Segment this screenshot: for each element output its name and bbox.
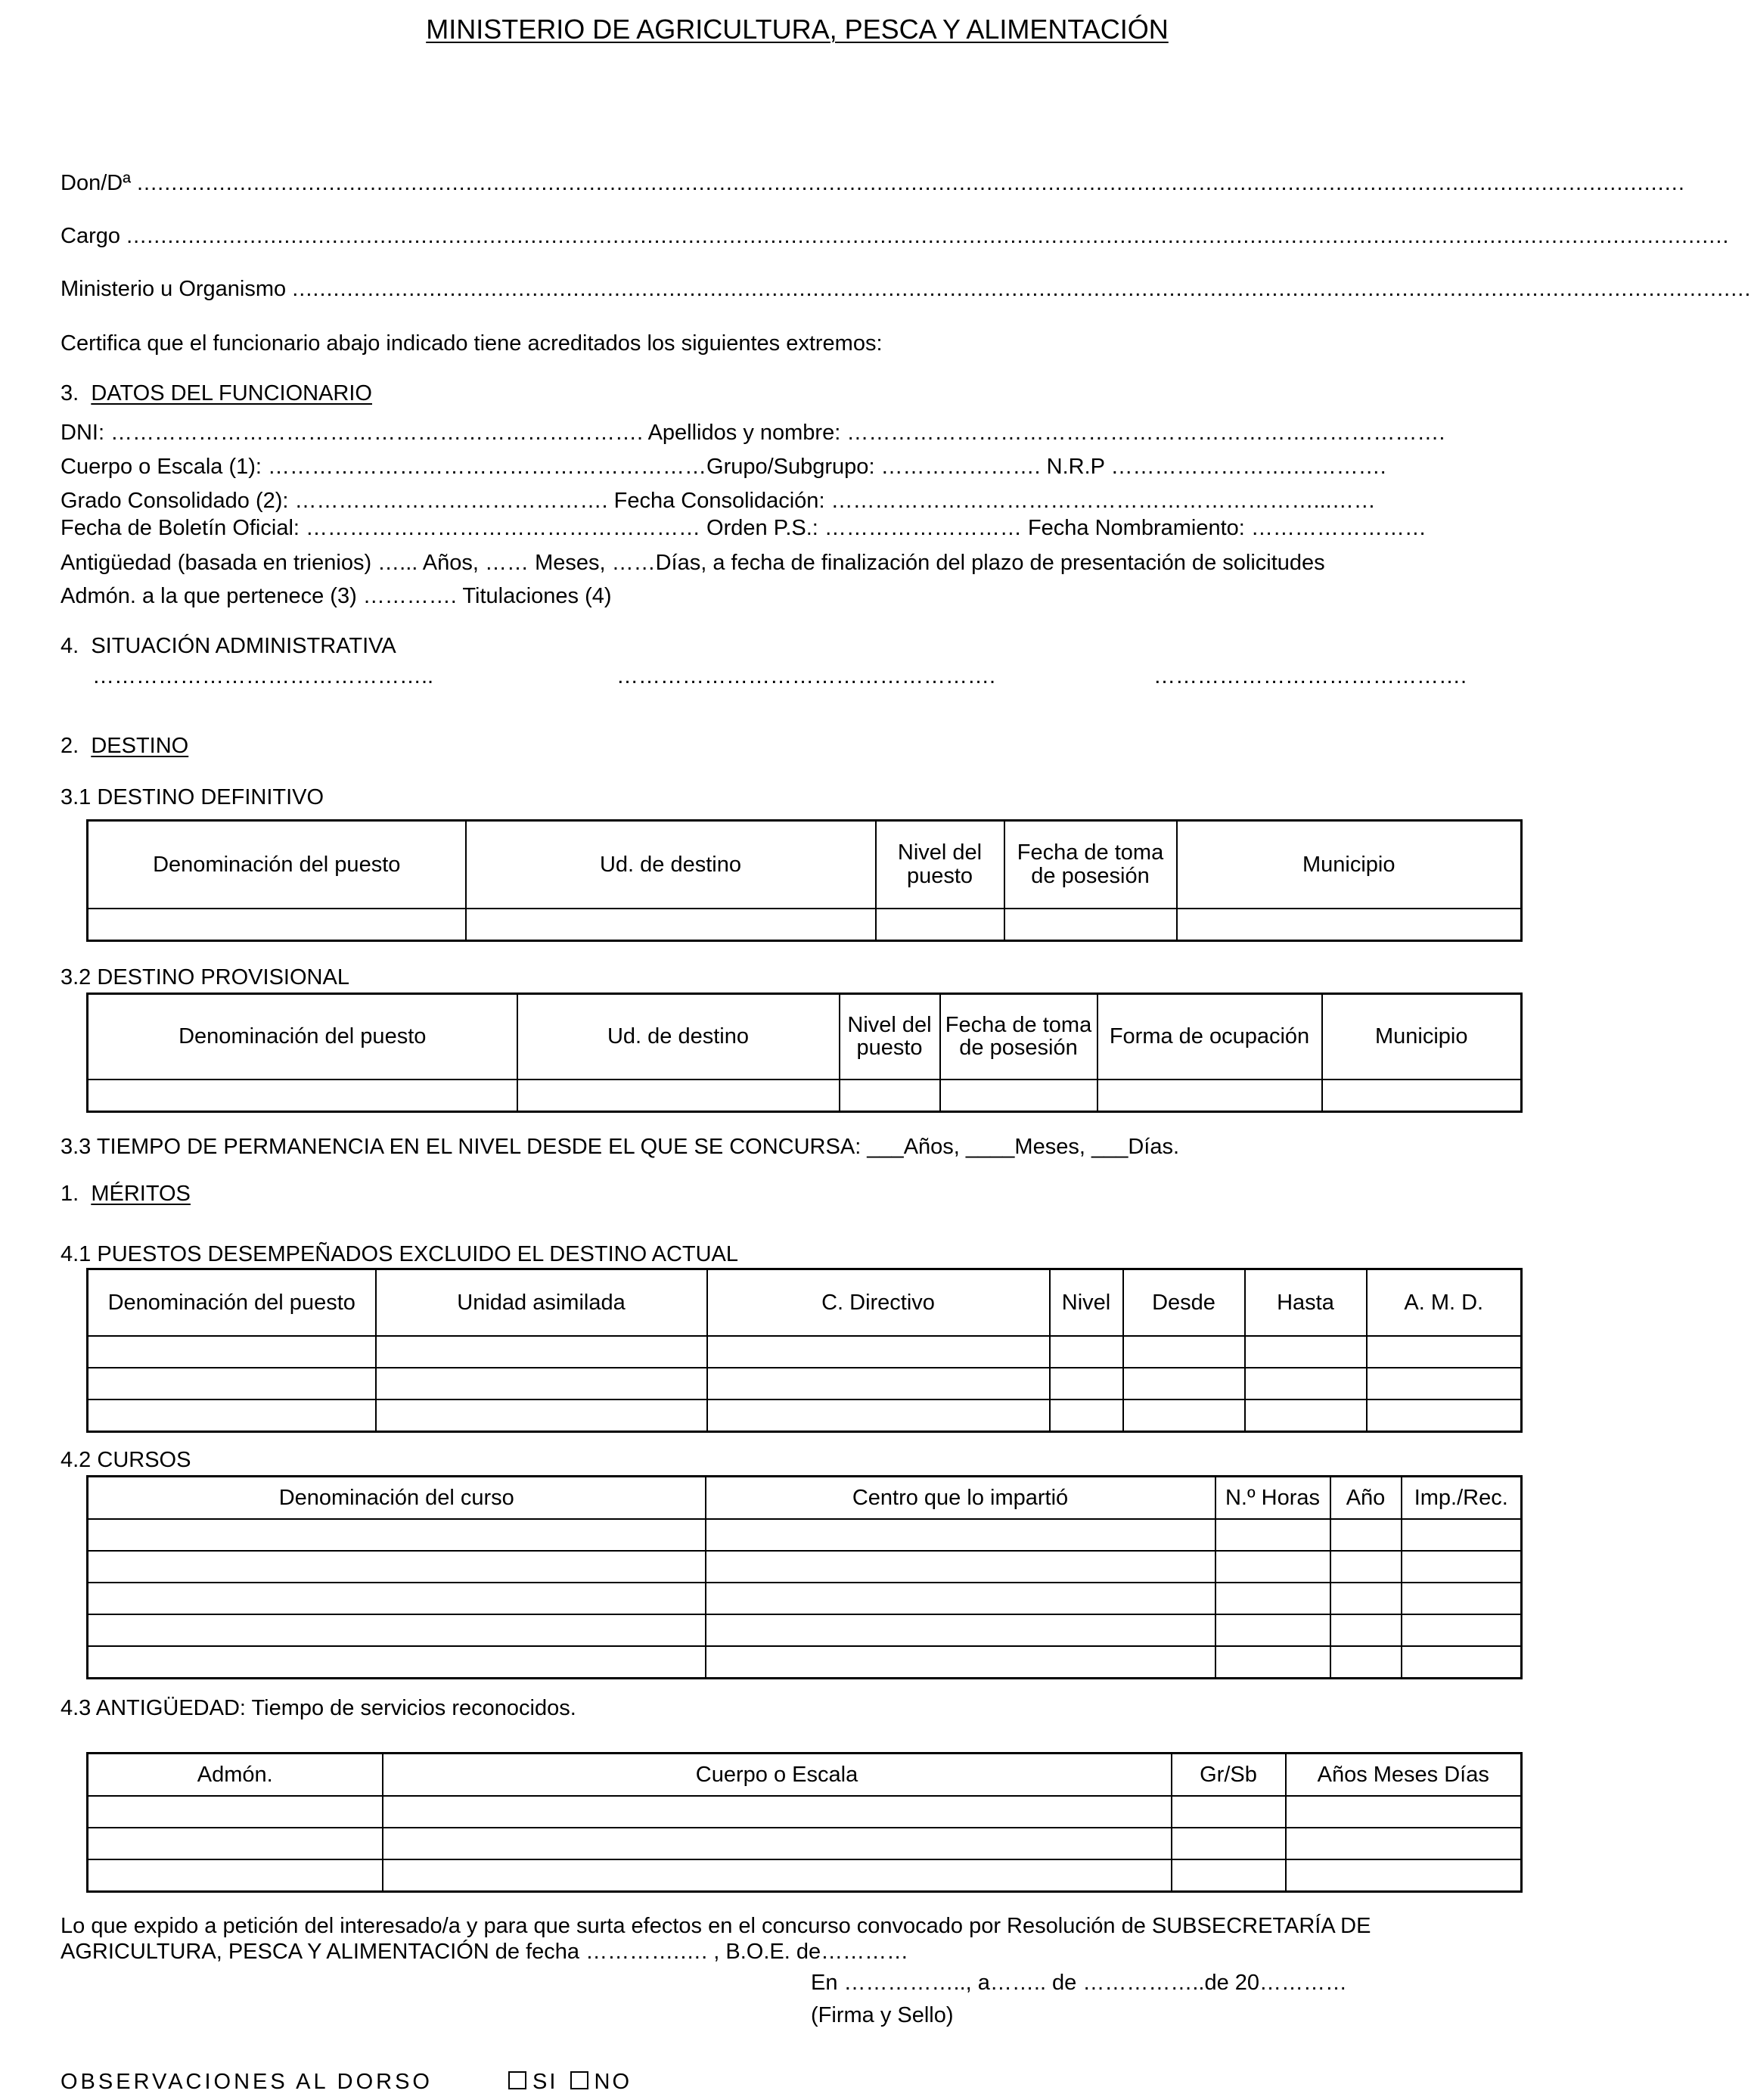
table-cell[interactable] <box>1286 1796 1522 1828</box>
table-header-row <box>88 1754 1522 1796</box>
cargo-dots: .......................................................................................................................................................................................................................................... <box>126 224 1730 248</box>
place-date-line: En …………….., a…….. de ……………..de 20………… <box>811 1971 1348 1995</box>
table-cell[interactable] <box>517 1080 840 1112</box>
table-cell[interactable] <box>88 1368 376 1399</box>
situacion-blank-1: ……………………………………….. <box>92 664 434 688</box>
datos-line-admon: Admón. a la que pertenece (3) …………. Titulaciones (4) <box>61 584 612 608</box>
datos-line-grado: Grado Consolidado (2): ……………………………………. Fecha Consolidación: …………………………………………………………...…… <box>61 489 1376 513</box>
table-cell[interactable] <box>383 1828 1172 1859</box>
table-row <box>88 1551 1522 1583</box>
table-cell[interactable] <box>88 1796 383 1828</box>
column-header: N.º Horas <box>1215 1477 1330 1519</box>
column-header: Gr/Sb <box>1172 1754 1286 1796</box>
table-cell[interactable] <box>1172 1796 1286 1828</box>
table-cell[interactable] <box>1367 1336 1522 1368</box>
table-cell[interactable] <box>1172 1828 1286 1859</box>
ministerio-label: Ministerio u Organismo <box>61 277 287 301</box>
no-label: NO <box>594 2070 632 2094</box>
table-cell[interactable] <box>88 1551 706 1583</box>
column-header: Cuerpo o Escala <box>383 1754 1172 1796</box>
table-row <box>88 1583 1522 1614</box>
table-row <box>88 1646 1522 1679</box>
column-header: Forma de ocupación <box>1097 994 1322 1080</box>
observaciones-options <box>508 2070 632 2095</box>
table-cell[interactable] <box>88 1646 706 1679</box>
column-header: Año <box>1330 1477 1402 1519</box>
table-cell[interactable] <box>1245 1336 1367 1368</box>
table-cell[interactable] <box>1123 1368 1245 1399</box>
table-cell[interactable] <box>1123 1336 1245 1368</box>
column-header: Admón. <box>88 1754 383 1796</box>
table-cell[interactable] <box>88 909 466 941</box>
destino-number: 2. <box>61 734 79 758</box>
destino-definitivo-table <box>86 819 1523 942</box>
column-header: Nivel <box>1050 1269 1123 1336</box>
table-cell[interactable] <box>1322 1080 1522 1112</box>
table-cell[interactable] <box>376 1368 707 1399</box>
table-cell[interactable] <box>1215 1583 1330 1614</box>
column-header: Ud. de destino <box>466 821 876 909</box>
situacion-blank-2: ……………………………………………. <box>616 664 996 688</box>
table-cell[interactable] <box>1172 1859 1286 1892</box>
table-cell[interactable] <box>706 1519 1215 1551</box>
table-cell[interactable] <box>1097 1080 1322 1112</box>
don-label: Don/Dª <box>61 171 131 195</box>
table-row <box>88 1859 1522 1892</box>
table-header-row <box>88 994 1522 1080</box>
table-cell[interactable] <box>376 1399 707 1432</box>
table-cell[interactable] <box>940 1080 1097 1112</box>
table-cell[interactable] <box>706 1646 1215 1679</box>
table-cell[interactable] <box>1286 1859 1522 1892</box>
table-cell[interactable] <box>466 909 876 941</box>
footer-statement-line-1: Lo que expido a petición del interesado/a y para que surta efectos en el concurso convocado por Resolución de SUBSECRETARÍA DE <box>61 1914 1371 1938</box>
si-label: SI <box>532 2070 558 2094</box>
table-header-row <box>88 1269 1522 1336</box>
column-header: Denominación del puesto <box>88 1269 376 1336</box>
datos-line-boletin: Fecha de Boletín Oficial: ……………………………………………… Orden P.S.: ……………………… Fecha Nombramiento: …………………… <box>61 516 1427 540</box>
column-header: Centro que lo impartió <box>706 1477 1215 1519</box>
table-cell[interactable] <box>1050 1368 1123 1399</box>
datos-line-antiguedad: Antigüedad (basada en trienios) …... Años, …… Meses, ……Días, a fecha de finalización del plazo de presentación de solicitudes <box>61 551 1325 575</box>
table-cell[interactable] <box>1330 1583 1402 1614</box>
table-row <box>88 1368 1522 1399</box>
column-header: Denominación del puesto <box>88 994 517 1080</box>
column-header: Hasta <box>1245 1269 1367 1336</box>
table-cell[interactable] <box>1215 1646 1330 1679</box>
column-header: A. M. D. <box>1367 1269 1522 1336</box>
table-cell[interactable] <box>383 1859 1172 1892</box>
si-checkbox[interactable] <box>508 2071 526 2089</box>
table-row <box>88 1519 1522 1551</box>
destino-provisional-heading: 3.2 DESTINO PROVISIONAL <box>61 965 349 989</box>
destino-definitivo-heading: 3.1 DESTINO DEFINITIVO <box>61 785 324 809</box>
destino-heading <box>61 734 188 759</box>
column-header: Denominación del puesto <box>88 821 466 909</box>
table-cell[interactable] <box>1215 1551 1330 1583</box>
table-cell[interactable] <box>88 1828 383 1859</box>
don-dots: .................................................................................................................................................................................................................................. <box>137 171 1685 195</box>
column-header: Municipio <box>1322 994 1522 1080</box>
table-cell[interactable] <box>376 1336 707 1368</box>
destino-heading-text: DESTINO <box>91 734 189 758</box>
column-header: Ud. de destino <box>517 994 840 1080</box>
table-row <box>88 1828 1522 1859</box>
table-cell[interactable] <box>1402 1519 1522 1551</box>
table-header-row <box>88 821 1522 909</box>
table-header-row <box>88 1477 1522 1519</box>
puestos-heading: 4.1 PUESTOS DESEMPEÑADOS EXCLUIDO EL DESTINO ACTUAL <box>61 1242 739 1266</box>
footer-statement-line-2: AGRICULTURA, PESCA Y ALIMENTACIÓN de fecha ………….…. , B.O.E. de………… <box>61 1940 909 1964</box>
table-cell[interactable] <box>1330 1646 1402 1679</box>
situacion-number: 4. <box>61 634 79 658</box>
meritos-heading <box>61 1182 191 1207</box>
puestos-table <box>86 1268 1523 1433</box>
page-title: MINISTERIO DE AGRICULTURA, PESCA Y ALIMENTACIÓN <box>426 14 1169 45</box>
column-header: Fecha de toma de posesión <box>940 994 1097 1080</box>
table-cell[interactable] <box>876 909 1004 941</box>
ministerio-field <box>61 277 1751 302</box>
table-cell[interactable] <box>707 1399 1050 1432</box>
table-cell[interactable] <box>1050 1336 1123 1368</box>
table-cell[interactable] <box>1330 1614 1402 1646</box>
table-cell[interactable] <box>1215 1614 1330 1646</box>
signature-label: (Firma y Sello) <box>811 2003 954 2027</box>
column-header: Unidad asimilada <box>376 1269 707 1336</box>
table-cell[interactable] <box>1123 1399 1245 1432</box>
table-row <box>88 1399 1522 1432</box>
column-header: C. Directivo <box>707 1269 1050 1336</box>
table-row <box>88 1336 1522 1368</box>
table-cell[interactable] <box>1402 1583 1522 1614</box>
table-cell[interactable] <box>88 1614 706 1646</box>
table-cell[interactable] <box>1286 1828 1522 1859</box>
column-header: Imp./Rec. <box>1402 1477 1522 1519</box>
situacion-heading-text: SITUACIÓN ADMINISTRATIVA <box>91 634 396 658</box>
table-cell[interactable] <box>840 1080 940 1112</box>
table-cell[interactable] <box>706 1551 1215 1583</box>
no-checkbox[interactable] <box>570 2071 588 2089</box>
situacion-heading <box>61 634 396 659</box>
datos-line-dni: DNI: ………………………………………………………………. Apellidos y nombre: ………………………………………………………………………. <box>61 421 1445 445</box>
table-cell[interactable] <box>1245 1399 1367 1432</box>
table-cell[interactable] <box>1215 1519 1330 1551</box>
cursos-heading: 4.2 CURSOS <box>61 1448 191 1472</box>
datos-heading <box>61 381 372 406</box>
antiguedad-heading: 4.3 ANTIGÜEDAD: Tiempo de servicios reconocidos. <box>61 1696 576 1720</box>
certifica-text: Certifica que el funcionario abajo indicado tiene acreditados los siguientes extremos: <box>61 331 883 356</box>
table-cell[interactable] <box>1402 1614 1522 1646</box>
cargo-label: Cargo <box>61 224 120 248</box>
table-cell[interactable] <box>88 1519 706 1551</box>
table-cell[interactable] <box>706 1583 1215 1614</box>
don-field <box>61 171 1685 196</box>
column-header: Años Meses Días <box>1286 1754 1522 1796</box>
table-cell[interactable] <box>88 1336 376 1368</box>
datos-heading-text: DATOS DEL FUNCIONARIO <box>91 381 372 405</box>
table-cell[interactable] <box>88 1080 517 1112</box>
cursos-table <box>86 1475 1523 1679</box>
observaciones-label: OBSERVACIONES AL DORSO <box>61 2070 433 2094</box>
column-header: Desde <box>1123 1269 1245 1336</box>
destino-provisional-table <box>86 993 1523 1113</box>
table-cell[interactable] <box>1004 909 1177 941</box>
table-row <box>88 1796 1522 1828</box>
table-cell[interactable] <box>1177 909 1522 941</box>
meritos-heading-text: MÉRITOS <box>91 1182 191 1206</box>
table-row <box>88 1080 1522 1112</box>
table-cell[interactable] <box>88 1399 376 1432</box>
cargo-field <box>61 224 1730 249</box>
table-cell[interactable] <box>1245 1368 1367 1399</box>
table-row <box>88 1614 1522 1646</box>
datos-line-cuerpo: Cuerpo o Escala (1): ……………………………………………………Grupo/Subgrupo: …………………. N.R.P …………………….…………. <box>61 455 1386 479</box>
table-cell[interactable] <box>707 1368 1050 1399</box>
table-cell[interactable] <box>1402 1646 1522 1679</box>
datos-number: 3. <box>61 381 79 405</box>
table-cell[interactable] <box>706 1614 1215 1646</box>
table-cell[interactable] <box>1330 1519 1402 1551</box>
table-cell[interactable] <box>1402 1551 1522 1583</box>
column-header: Nivel del puesto <box>840 994 940 1080</box>
meritos-number: 1. <box>61 1182 79 1206</box>
situacion-blank-3: ……………………………………. <box>1153 664 1467 688</box>
column-header: Municipio <box>1177 821 1522 909</box>
table-cell[interactable] <box>383 1796 1172 1828</box>
table-cell[interactable] <box>1050 1399 1123 1432</box>
column-header: Denominación del curso <box>88 1477 706 1519</box>
ministerio-dots: ..................................................................................................................................................................................................................... <box>292 277 1751 301</box>
table-cell[interactable] <box>88 1859 383 1892</box>
column-header: Nivel del puesto <box>876 821 1004 909</box>
table-row <box>88 909 1522 941</box>
table-cell[interactable] <box>707 1336 1050 1368</box>
tiempo-permanencia: 3.3 TIEMPO DE PERMANENCIA EN EL NIVEL DESDE EL QUE SE CONCURSA: ___Años, ____Meses, ___Días. <box>61 1135 1180 1159</box>
table-cell[interactable] <box>1367 1399 1522 1432</box>
table-cell[interactable] <box>88 1583 706 1614</box>
table-cell[interactable] <box>1330 1551 1402 1583</box>
table-cell[interactable] <box>1367 1368 1522 1399</box>
antiguedad-table <box>86 1752 1523 1893</box>
column-header: Fecha de toma de posesión <box>1004 821 1177 909</box>
